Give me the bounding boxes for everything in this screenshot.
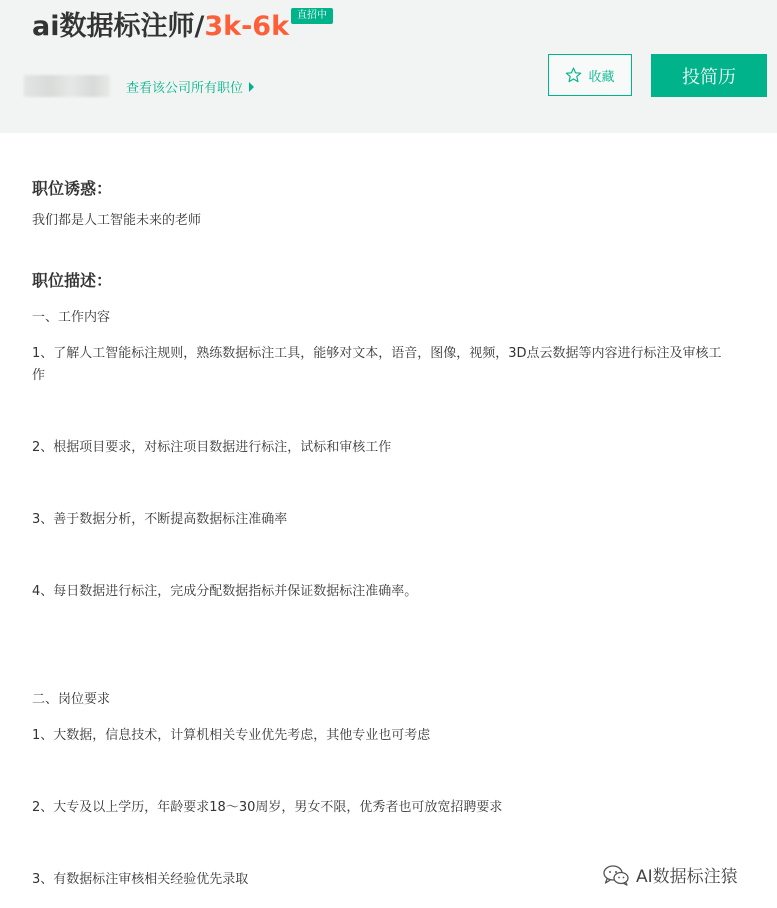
salary: 3k-6k [204,11,290,42]
description-paragraph: 2、大专及以上学历，年龄要求18～30周岁，男女不限，优秀者也可放宽招聘要求 [32,800,503,815]
job-header [0,0,777,133]
description-paragraph: 2、根据项目要求，对标注项目数据进行标注，试标和审核工作 [32,440,392,455]
description-paragraph: 1、大数据，信息技术，计算机相关专业优先考虑，其他专业也可考虑 [32,728,431,743]
temptation-heading: 职位诱惑： [32,179,113,198]
collect-button[interactable] [548,54,632,96]
description-heading: 职位描述： [32,271,113,290]
apply-button-label: 投简历 [682,66,736,88]
description-paragraph: 3、善于数据分析，不断提高数据标注准确率 [32,512,288,527]
description-paragraph: 一、工作内容 [32,310,111,325]
watermark-text: AI数据标注猿 [636,867,738,887]
all-company-jobs-label: 查看该公司所有职位 [126,81,244,96]
triangle-right-icon [249,82,254,92]
description-paragraph: 1、了解人工智能标注规则，熟练数据标注工具，能够对文本，语音，图像，视频，3D点云数据等内容进行标注及审核工作 [32,346,722,383]
star-icon [565,67,582,83]
collect-button-label: 收藏 [588,69,615,85]
temptation-text: 我们都是人工智能未来的老师 [32,213,202,228]
status-badge: 直招中 [291,8,333,24]
wechat-icon [602,864,630,886]
apply-resume-button[interactable] [651,54,767,97]
description-paragraph: 4、每日数据进行标注，完成分配数据指标并保证数据标注准确率。 [32,584,418,599]
job-title-name: ai数据标注师/ [32,11,205,42]
job-title [32,4,289,43]
company-name-blurred [24,75,110,97]
all-company-jobs-link[interactable] [126,77,254,96]
description-paragraph: 二、岗位要求 [32,692,111,707]
description-paragraph: 3、有数据标注审核相关经验优先录取 [32,872,249,887]
watermark [602,862,738,887]
